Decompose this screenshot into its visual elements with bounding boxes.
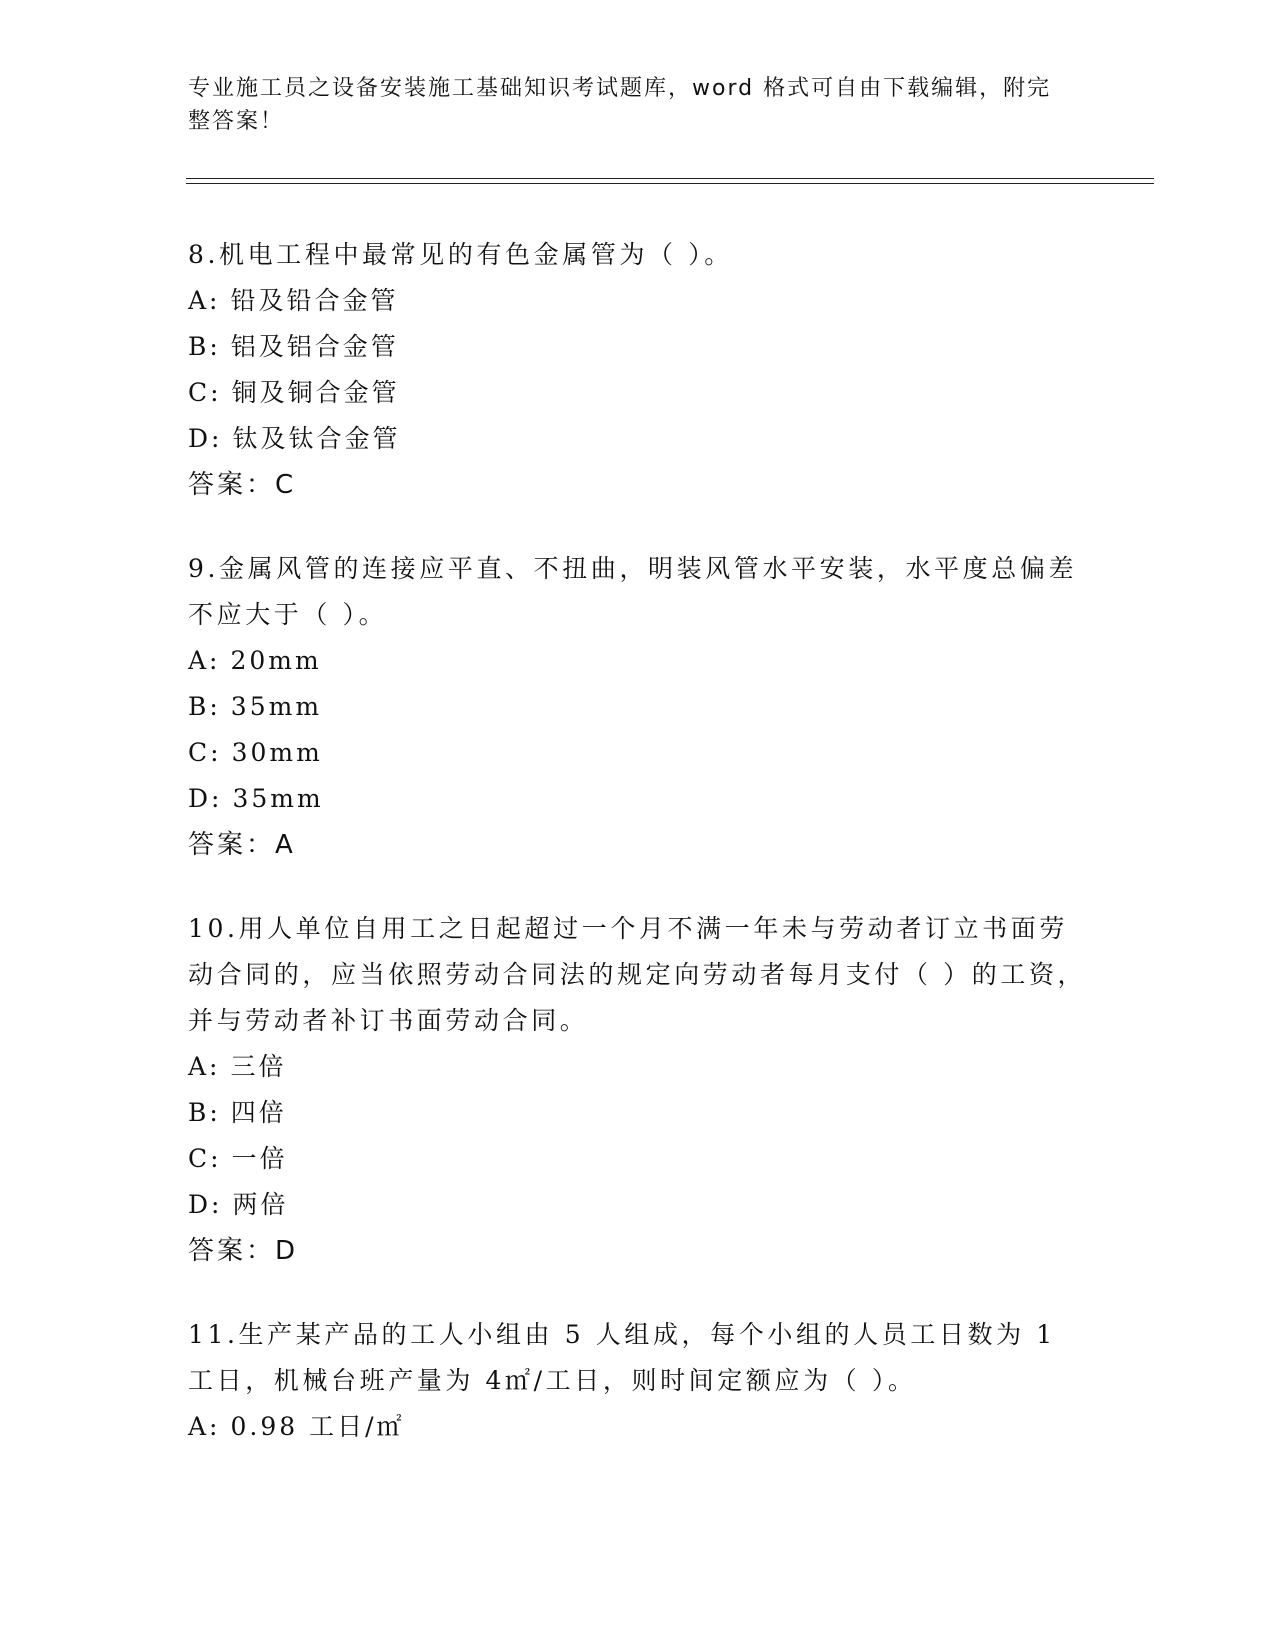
- option-a: [188, 638, 1088, 684]
- option-letter: A:: [188, 286, 221, 315]
- option-letter: D:: [188, 1190, 223, 1219]
- header-divider-bottom: [186, 183, 1154, 184]
- question-text: 8.机电工程中最常见的有色金属管为（ ）。: [188, 240, 733, 269]
- option-text: 两倍: [232, 1190, 289, 1219]
- question-10: [188, 906, 1088, 1274]
- question-list: [188, 232, 1088, 1488]
- option-b: [188, 1090, 1088, 1136]
- answer-line: 答案：D: [188, 1236, 299, 1266]
- question-11: [188, 1312, 1088, 1450]
- option-letter: D:: [188, 424, 223, 453]
- option-text: 一倍: [231, 1144, 288, 1173]
- option-letter: B:: [188, 1098, 221, 1127]
- option-letter: C:: [188, 738, 222, 767]
- option-c: [188, 1136, 1088, 1182]
- option-text: 铅及铅合金管: [230, 286, 399, 315]
- option-letter: B:: [188, 332, 221, 361]
- option-d: [188, 1182, 1088, 1228]
- option-text: 铜及铜合金管: [231, 378, 400, 407]
- option-text: 35mm: [232, 784, 324, 813]
- question-8: [188, 232, 1088, 508]
- option-b: [188, 684, 1088, 730]
- option-letter: A:: [188, 646, 221, 675]
- option-letter: D:: [188, 784, 223, 813]
- option-text: 35mm: [230, 692, 323, 721]
- option-letter: A:: [188, 1412, 221, 1441]
- option-letter: C:: [188, 1144, 222, 1173]
- option-letter: B:: [188, 692, 221, 721]
- option-text: 铝及铝合金管: [230, 332, 399, 361]
- option-text: 三倍: [230, 1052, 287, 1081]
- answer-line: 答案：C: [188, 470, 297, 500]
- option-text: 30mm: [231, 738, 323, 767]
- option-d: [188, 416, 1088, 462]
- option-text: 钛及钛合金管: [232, 424, 401, 453]
- answer-line: 答案：A: [188, 830, 296, 860]
- option-letter: C:: [188, 378, 222, 407]
- option-c: [188, 370, 1088, 416]
- document-header: 专业施工员之设备安装施工基础知识考试题库，word 格式可自由下载编辑，附完整答案！: [188, 76, 1052, 134]
- option-text: 四倍: [230, 1098, 287, 1127]
- header-divider-top: [186, 178, 1154, 179]
- option-a: [188, 1404, 1088, 1450]
- option-text: 0.98 工日/㎡: [230, 1412, 405, 1441]
- question-9: [188, 546, 1088, 868]
- question-text: 9.金属风管的连接应平直、不扭曲，明装风管水平安装，水平度总偏差不应大于（ ）。: [188, 554, 1078, 629]
- option-a: [188, 1044, 1088, 1090]
- option-c: [188, 730, 1088, 776]
- option-letter: A:: [188, 1052, 221, 1081]
- question-text: 11.生产某产品的工人小组由 5 人组成，每个小组的人员工日数为 1 工日，机械台班产量为 4㎡/工日，则时间定额应为（ ）。: [188, 1320, 1056, 1395]
- option-text: 20mm: [230, 646, 322, 675]
- option-b: [188, 324, 1088, 370]
- option-d: [188, 776, 1088, 822]
- question-text: 10.用人单位自用工之日起超过一个月不满一年未与劳动者订立书面劳动合同的，应当依照劳动合同法的规定向劳动者每月支付（ ）的工资，并与劳动者补订书面劳动合同。: [188, 914, 1087, 1035]
- option-a: [188, 278, 1088, 324]
